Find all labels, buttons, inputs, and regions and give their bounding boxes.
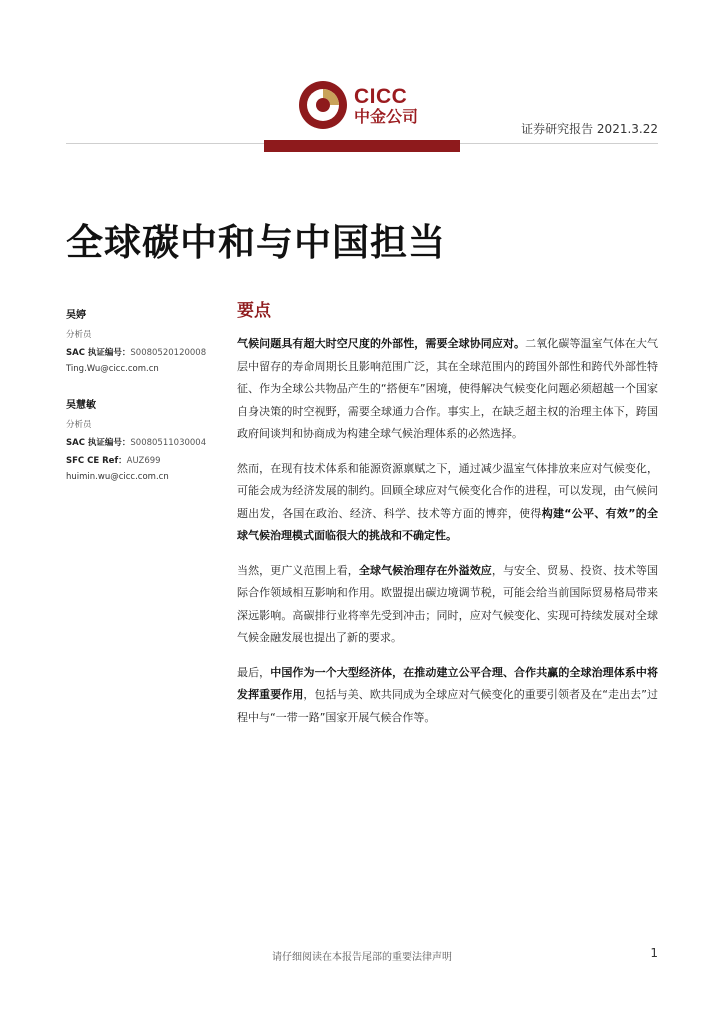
sfc-label: SFC CE Ref：	[66, 456, 127, 466]
paragraph-3	[237, 560, 658, 650]
sfc-number: AUZ699	[126, 456, 161, 466]
cicc-logo	[298, 80, 418, 130]
paragraph-1	[237, 333, 658, 446]
analyst-email[interactable]: Ting.Wu@cicc.com.cn	[66, 364, 159, 374]
paragraph-2-bold: 构建“公平、有效”的全球气候治理模式面临很大的挑战和不确定性。	[237, 506, 658, 542]
paragraph-4-text: ，包括与美、欧共同成为全球应对气候变化的重要引领者及在“走出去”过程中与“一带一路”国家开展气候合作等。	[237, 688, 659, 724]
paragraph-3-text: ，与安全、贸易、投资、技术等国际合作领域相互影响和作用。欧盟提出碳边境调节税，可能会给当前国际贸易格局带来深远影响。高碳排行业将率先受到冲击；同时，应对气候变化、实现可持续发展对全球气候金融发展也提出了新的要求。	[237, 563, 659, 644]
report-type-date: 证券研究报告 2021.3.22	[521, 122, 658, 136]
logo-english: CICC	[354, 84, 408, 108]
report-title: 全球碳中和与中国担当	[66, 221, 446, 264]
paragraph-2-text: 然而，在现有技术体系和能源资源禀赋之下，通过减少温室气体排放来应对气候变化，可能会成为经济发展的制约。回顾全球应对气候变化合作的进程，可以发现，由气候问题出发，各国在政治、经济、科学、技术等方面的博弈，使得	[237, 461, 658, 520]
analyst-role: 分析员	[66, 330, 92, 340]
sac-number: S0080520120008	[130, 348, 207, 358]
paragraph-4-lead: 最后，	[237, 665, 271, 679]
analyst-role: 分析员	[66, 420, 92, 430]
analyst-name: 吴婷	[66, 310, 86, 321]
sac-label: SAC 执证编号：	[66, 348, 131, 358]
paragraph-3-lead: 当然，更广义范围上看，	[237, 563, 359, 577]
paragraph-1-text: 二氧化碳等温室气体在大气层中留存的寿命周期长且影响范围广泛，其在全球范围内的跨国外部性和跨代外部性特征、作为全球公共物品产生的“搭便车”困境，使得解决气候变化问题必须超越一个国家自身决策的时空视野，需要全球通力合作。事实上，在缺乏超主权的治理主体下，跨国政府间谈判和协商成为构建全球气候治理体系的必然选择。	[237, 337, 659, 440]
sac-number: S0080511030004	[130, 438, 207, 448]
paragraph-4-bold: 中国作为一个大型经济体，在推动建立公平合理、合作共赢的全球治理体系中将发挥重要作用	[237, 665, 659, 701]
analyst-card	[66, 306, 226, 374]
legal-disclaimer-note: 请仔细阅读在本报告尾部的重要法律声明	[272, 952, 452, 963]
cicc-emblem-icon	[298, 80, 348, 130]
paragraph-4	[237, 662, 658, 730]
analyst-card	[66, 396, 226, 482]
paragraph-1-bold: 气候问题具有超大时空尺度的外部性，需要全球协同应对。	[237, 337, 526, 350]
paragraph-3-bold: 全球气候治理存在外溢效应	[358, 563, 492, 577]
page-number: 1	[650, 946, 658, 960]
sac-label: SAC 执证编号：	[66, 438, 131, 448]
paragraph-2	[237, 458, 658, 548]
section-title: 要点	[237, 301, 271, 321]
analyst-sidebar	[66, 306, 226, 504]
key-points-section	[237, 296, 658, 741]
analyst-name: 吴慧敏	[66, 400, 96, 411]
analyst-email[interactable]: huimin.wu@cicc.com.cn	[66, 472, 169, 482]
logo-chinese: 中金公司	[354, 106, 419, 126]
header-accent-bar	[264, 140, 460, 152]
